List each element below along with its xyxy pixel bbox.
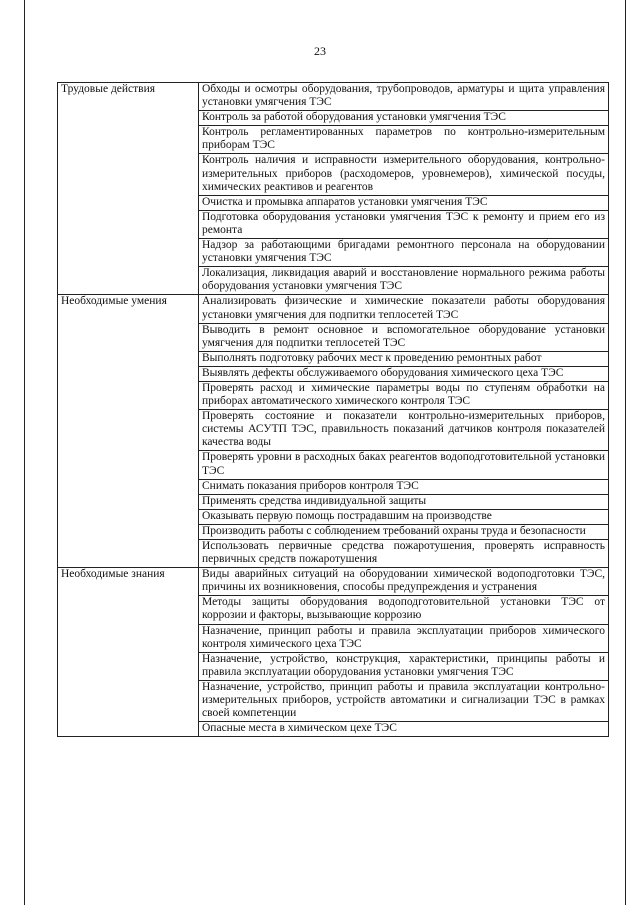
table-cell: Снимать показания приборов контроля ТЭС: [199, 479, 609, 494]
table-cell: Выявлять дефекты обслуживаемого оборудования химического цеха ТЭС: [199, 366, 609, 381]
table-cell: Использовать первичные средства пожаротушения, проверять исправность первичных средств пожаротушения: [199, 540, 609, 568]
table-cell: Методы защиты оборудования водоподготовительной установки ТЭС от коррозии и факторы, вызывающие коррозию: [199, 596, 609, 624]
table-cell: Контроль наличия и исправности измерительного оборудования, контрольно-измерительных приборов (расходомеров, уровнемеров), химической посуды, химических реактивов и реагентов: [199, 154, 609, 195]
table-cell: Назначение, устройство, конструкция, характеристики, принципы работы и правила эксплуатации оборудования установки умягчения ТЭС: [199, 652, 609, 680]
requirements-table: [57, 82, 609, 737]
table-cell: Назначение, принцип работы и правила эксплуатации приборов химического контроля химического цеха ТЭС: [199, 624, 609, 652]
table-cell: Выводить в ремонт основное и вспомогательное оборудование установки умягчения для подпитки теплосетей ТЭС: [199, 323, 609, 351]
table-cell: Применять средства индивидуальной защиты: [199, 494, 609, 509]
table-cell: Анализировать физические и химические показатели работы оборудования установки умягчения для подпитки теплосетей ТЭС: [199, 295, 609, 323]
table-cell: Опасные места в химическом цехе ТЭС: [199, 722, 609, 737]
table-cell: Проверять расход и химические параметры воды по ступеням обработки на приборах автоматического химического контроля ТЭС: [199, 381, 609, 409]
left-scan-edge: [24, 0, 25, 905]
section-title-required-skills: Необходимые умения: [58, 295, 199, 568]
table-cell: Надзор за работающими бригадами ремонтного персонала на оборудовании установки умягчения ТЭС: [199, 239, 609, 267]
table-cell: Проверять уровни в расходных баках реагентов водоподготовительной установки ТЭС: [199, 451, 609, 479]
section-title-required-knowledge: Необходимые знания: [58, 568, 199, 737]
table-row: [58, 568, 609, 596]
table-cell: Производить работы с соблюдением требований охраны труда и безопасности: [199, 524, 609, 539]
table-cell: Очистка и промывка аппаратов установки умягчения ТЭС: [199, 195, 609, 210]
right-scan-edge: [625, 0, 626, 905]
table-row: [58, 295, 609, 323]
section-title-labor-actions: Трудовые действия: [58, 83, 199, 295]
page-number: 23: [314, 44, 326, 58]
table-cell: Оказывать первую помощь пострадавшим на производстве: [199, 509, 609, 524]
table-cell: Выполнять подготовку рабочих мест к проведению ремонтных работ: [199, 351, 609, 366]
table-cell: Контроль регламентированных параметров по контрольно-измерительным приборам ТЭС: [199, 126, 609, 154]
table-cell: Локализация, ликвидация аварий и восстановление нормального режима работы оборудования установки умягчения ТЭС: [199, 267, 609, 295]
table-cell: Назначение, устройство, принцип работы и правила эксплуатации контрольно-измерительных приборов, устройств автоматики и сигнализации ТЭС в рамках своей компетенции: [199, 680, 609, 721]
requirements-table-body: [58, 83, 609, 737]
table-cell: Подготовка оборудования установки умягчения ТЭС к ремонту и прием его из ремонта: [199, 210, 609, 238]
table-cell: Проверять состояние и показатели контрольно-измерительных приборов, системы АСУТП ТЭС, правильность показаний датчиков контроля показателей качества воды: [199, 410, 609, 451]
table-cell: Обходы и осмотры оборудования, трубопроводов, арматуры и щита управления установки умягчения ТЭС: [199, 83, 609, 111]
table-cell: Контроль за работой оборудования установки умягчения ТЭС: [199, 111, 609, 126]
table-cell: Виды аварийных ситуаций на оборудовании химической водоподготовки ТЭС, причины их возникновения, способы предупреждения и устранения: [199, 568, 609, 596]
table-row: [58, 83, 609, 111]
